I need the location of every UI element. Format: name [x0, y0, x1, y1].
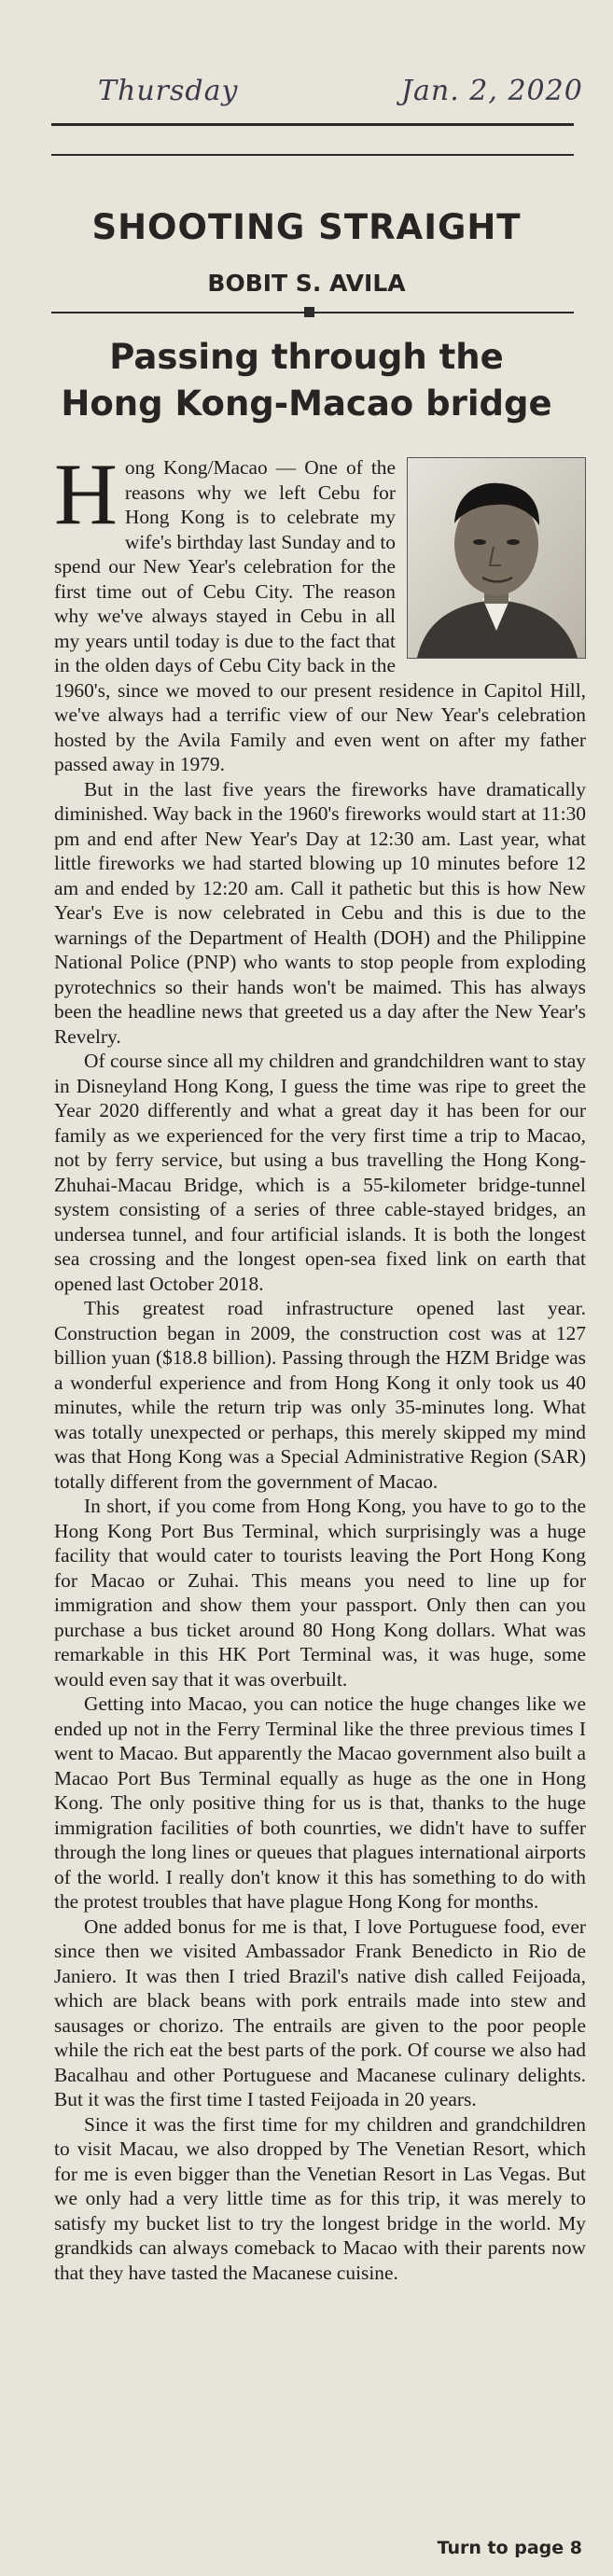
continuation-note: Turn to page 8: [437, 2538, 582, 2558]
paragraph-7: One added bonus for me is that, I love Portuguese food, ever since then we visited Ambassador Frank Benedicto in Rio de Janiero. It was then I tried Brazil's native dish called Feijoada, which are black beans with pork entrails made into stew and sausages or chorizo. The entrails are given to the poor people while the rich eat the best parts of the pork. Of course we also had Bacalhau and other Portuguese and Macanese culinary delights. But it was the first time I tasted Feijoada in 20 years.: [54, 1915, 586, 2110]
paragraph-4: This greatest road infrastructure opened last year. Construction began in 2009, the construction cost was at 127 billion yuan ($18.8 billion). Passing through the HZM Bridge was a wonderful experience and from Hong Kong it only took us 40 minutes, while the return trip was only 35-minutes long. What was totally unexpected or perhaps, this merely skipped my mind was that Hong Kong was a Special Administrative Region (SAR) totally different from the government of Macao.: [54, 1297, 586, 1493]
paragraph-5: In short, if you come from Hong Kong, you have to go to the Hong Kong Port Bus Terminal, which surprisingly was a huge facility that would cater to tourists leaving the Port Hong Kong for Macao or Zuhai. This means you need to line up for immigration and show them your passport. Only then can you purchase a bus ticket around 80 Hong Kong dollars. What was remarkable in this HK Port Terminal was, it was huge, some would even say that it was overbuilt.: [54, 1495, 586, 1691]
paragraph-1: ong Kong/Macao — One of the reasons why we left Cebu for Hong Kong is to celebrate my wife's birthday last Sunday and to spend our New Year's celebration for the first time out of Cebu City. The reason why we've always stayed in Cebu in all my years until today is due to the fact that in the olden days of Cebu City back in the 1960's, since we moved to our present residence in Capitol Hill, we've always had a terrific view of our New Year's celebration hosted by the Avila Family and even went on after my father passed away in 1979.: [54, 456, 586, 775]
drop-cap: H: [54, 446, 118, 543]
author-portrait-icon: [408, 458, 585, 658]
paragraph-8: Since it was the first time for my children and grandchildren to visit Macau, we also dropped by The Venetian Resort, which for me is even bigger than the Venetian Resort in Las Vegas. But we only had a very little time as for this trip, it was merely to satisfy my bucket list to try the longest bridge in the world. My grandkids can always comeback to Macao with their parents now that they have tasted the Macanese cuisine.: [54, 2112, 586, 2284]
article-body: [54, 446, 586, 2285]
top-rule: [51, 123, 574, 126]
byline: BOBIT S. AVILA: [207, 270, 406, 297]
handwritten-day: Thursday: [98, 75, 239, 107]
headline-line-1: Passing through the: [109, 337, 504, 377]
handwritten-date: Jan. 2, 2020: [401, 75, 583, 107]
paragraph-2: But in the last five years the fireworks have dramatically diminished. Way back in the 1960's fireworks would start at 11:30 pm and end after New Year's Day at 12:30 am. Last year, what little fireworks we had started blowing up 10 minutes before 12 am and ended by 12:20 am. Call it pathetic but this is how New Year's Eve is now celebrated in Cebu and this is due to the warnings of the Department of Health (DOH) and the Philippine National Police (PNP) who wants to stop people from exploding pyrotechnics so their hands won't be maimed. This has always been the headline news that greeted us a day after the New Year's Revelry.: [54, 777, 586, 1048]
paragraph-3: Of course since all my children and grandchildren want to stay in Disneyland Hong Kong, I guess the time was ripe to greet the Year 2020 differently and what a great day it has been for our family as we experienced for the very first time a trip to Macao, not by ferry service, but using a bus travelling the Hong Kong-Zhuhai-Macau Bridge, which is a 55-kilometer bridge-tunnel system consisting of a series of three cable-stayed bridges, an undersea tunnel, and four artificial islands. It is both the longest sea crossing and the longest open-sea fixed link on earth that opened last October 2018.: [54, 1050, 586, 1295]
paragraph-6: Getting into Macao, you can notice the huge changes like we ended up not in the Ferry Terminal like the three previous times I went to Macao. But apparently the Macao government also built a Macao Port Bus Terminal equally as huge as the one in Hong Kong. The only positive thing for us is that, thanks to the huge immigration facilities of both counrties, we didn't have to suffer through the long lines or queues that plagues international airports of the world. I really don't know it this has something to do with the protest troubles that have plague Hong Kong for months.: [54, 1692, 586, 1913]
column-title: SHOOTING STRAIGHT: [91, 207, 522, 247]
article-headline: [0, 334, 613, 427]
headline-line-2: Hong Kong-Macao bridge: [61, 383, 552, 424]
author-photo: [407, 457, 586, 659]
top-rule-lower: [51, 154, 574, 156]
divider-square-mark: [304, 307, 314, 317]
